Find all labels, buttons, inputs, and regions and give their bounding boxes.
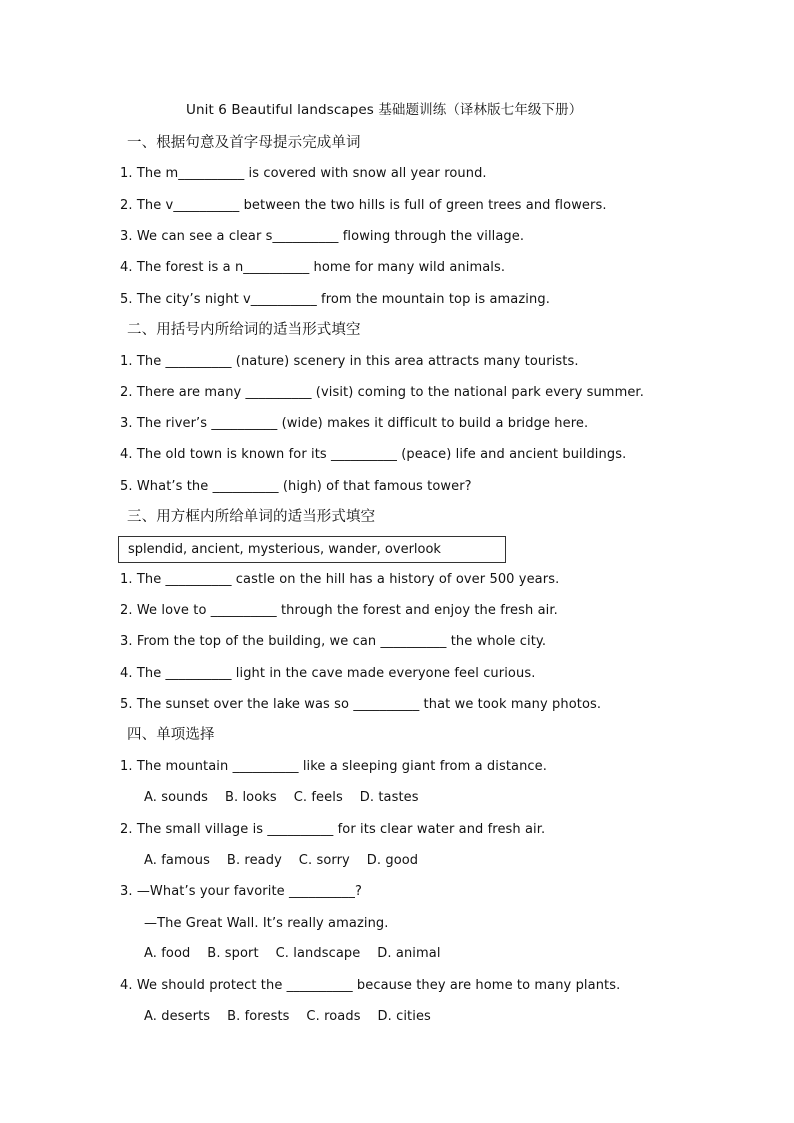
section-3-item-5: 5. The sunset over the lake was so __________ that we took many photos. xyxy=(120,697,602,712)
section-3-item-3: 3. From the top of the building, we can __________ the whole city. xyxy=(120,634,547,649)
section-3-item-2: 2. We love to __________ through the forest and enjoy the fresh air. xyxy=(120,603,558,618)
question-2-stem: 2. The small village is __________ for its clear water and fresh air. xyxy=(120,822,546,837)
section-2-item-4: 4. The old town is known for its __________ (peace) life and ancient buildings. xyxy=(120,447,627,462)
section-2-item-3: 3. The river’s __________ (wide) makes it difficult to build a bridge here. xyxy=(120,416,589,431)
worksheet-title: Unit 6 Beautiful landscapes 基础题训练（译林版七年级下册） xyxy=(186,102,583,118)
section-4-heading: 四、单项选择 xyxy=(127,727,215,743)
question-3-stem-reply: —The Great Wall. It’s really amazing. xyxy=(144,916,389,931)
section-2-item-1: 1. The __________ (nature) scenery in this area attracts many tourists. xyxy=(120,354,579,369)
question-4-stem: 4. We should protect the __________ because they are home to many plants. xyxy=(120,978,621,993)
section-3-item-4: 4. The __________ light in the cave made everyone feel curious. xyxy=(120,666,536,681)
question-3-options: A. food B. sport C. landscape D. animal xyxy=(144,946,441,961)
section-1-item-1: 1. The m__________ is covered with snow all year round. xyxy=(120,166,487,181)
question-2-options: A. famous B. ready C. sorry D. good xyxy=(144,853,419,868)
section-1-item-3: 3. We can see a clear s__________ flowing through the village. xyxy=(120,229,525,244)
section-1-item-2: 2. The v__________ between the two hills is full of green trees and flowers. xyxy=(120,198,607,213)
section-2-item-2: 2. There are many __________ (visit) coming to the national park every summer. xyxy=(120,385,644,400)
question-3-stem: 3. —What’s your favorite __________? xyxy=(120,884,362,899)
word-box xyxy=(118,536,506,563)
section-1-item-5: 5. The city’s night v__________ from the mountain top is amazing. xyxy=(120,292,550,307)
question-1-stem: 1. The mountain __________ like a sleeping giant from a distance. xyxy=(120,759,548,774)
section-2-heading: 二、用括号内所给词的适当形式填空 xyxy=(127,322,361,338)
section-2-item-5: 5. What’s the __________ (high) of that famous tower? xyxy=(120,479,472,494)
question-4-options: A. deserts B. forests C. roads D. cities xyxy=(144,1009,431,1024)
section-3-item-1: 1. The __________ castle on the hill has a history of over 500 years. xyxy=(120,572,560,587)
word-box-words: splendid, ancient, mysterious, wander, overlook xyxy=(128,542,441,557)
section-1-item-4: 4. The forest is a n__________ home for many wild animals. xyxy=(120,260,506,275)
question-1-options: A. sounds B. looks C. feels D. tastes xyxy=(144,790,419,805)
section-1-heading: 一、根据句意及首字母提示完成单词 xyxy=(127,135,361,151)
section-3-heading: 三、用方框内所给单词的适当形式填空 xyxy=(127,509,376,525)
